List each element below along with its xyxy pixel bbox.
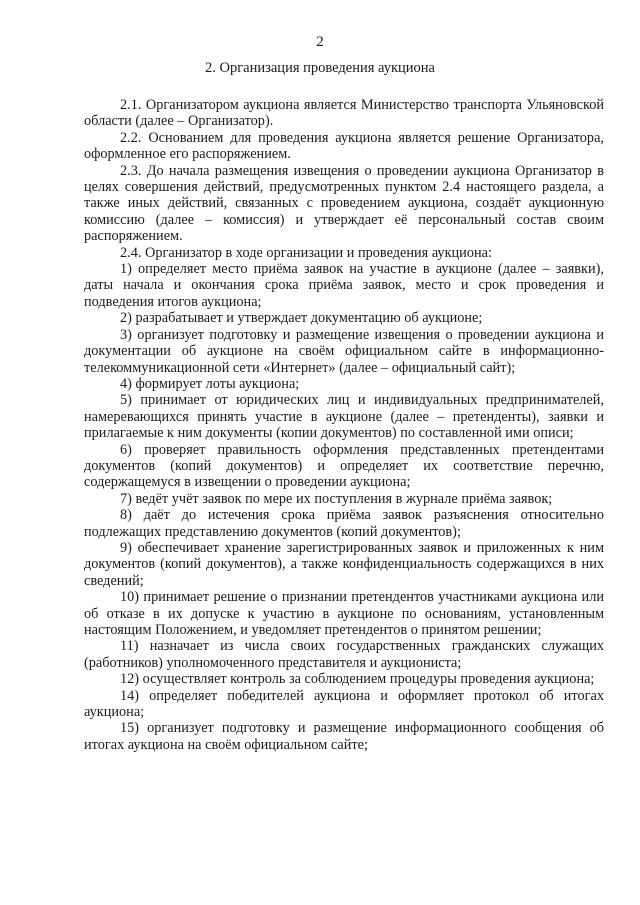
paragraph-2-3: 2.3. До начала размещения извещения о проведении аукциона Организатор в целях совершения действий, предусмотренных пунктом 2.4 настоящего раздела, а также иных действий, связанных с проведением аукциона, создаёт аукционную комиссию (далее – комиссия) и утверждает её персональный состав своим распоряжением. <box>84 162 604 245</box>
list-item-1: 1) определяет место приёма заявок на участие в аукционе (далее – заявки), даты начала и окончания срока приёма заявок, место и срок проведения и подведения итогов аукциона; <box>84 261 604 310</box>
section-heading: 2. Организация проведения аукциона <box>205 60 435 76</box>
list-item-14: 14) определяет победителей аукциона и оформляет протокол об итогах аукциона; <box>84 687 604 721</box>
document-body <box>84 97 604 753</box>
list-item-4: 4) формирует лоты аукциона; <box>120 375 300 392</box>
page-number: 2 <box>316 34 324 50</box>
list-item-10: 10) принимает решение о признании претендентов участниками аукциона или об отказе в их допуске к участию в аукционе по основаниям, установленным настоящим Положением, и уведомляет претендентов о принятом решении; <box>84 589 604 638</box>
list-item-6: 6) проверяет правильность оформления представленных претендентами документов (копий документов) и определяет их соответствие перечню, содержащемуся в извещении о проведении аукциона; <box>84 441 604 491</box>
list-item-5: 5) принимает от юридических лиц и индивидуальных предпринимателей, намеревающихся принять участие в аукционе (далее – претенденты), заявки и прилагаемые к ним документы (копии документов) по составленной ими описи; <box>84 392 604 442</box>
list-item-8: 8) даёт до истечения срока приёма заявок разъяснения относительно подлежащих представлению документов (копий документов); <box>84 507 604 540</box>
list-item-12: 12) осуществляет контроль за соблюдением процедуры проведения аукциона; <box>120 671 595 688</box>
list-item-2: 2) разрабатывает и утверждает документацию об аукционе; <box>120 310 483 327</box>
list-item-3: 3) организует подготовку и размещение извещения о проведении аукциона и документации об аукционе на своём официальном сайте в информационно-телекоммуникационной сети «Интернет» (далее – официальный сайт); <box>84 326 604 376</box>
list-item-15: 15) организует подготовку и размещение информационного сообщения об итогах аукциона на своём официальном сайте; <box>84 720 604 753</box>
paragraph-2-1: 2.1. Организатором аукциона является Министерство транспорта Ульяновской области (далее – Организатор). <box>84 97 604 130</box>
list-item-9: 9) обеспечивает хранение зарегистрированных заявок и приложенных к ним документов (копий документов), а также конфиденциальность содержащихся в них сведений; <box>84 539 604 589</box>
paragraph-2-4: 2.4. Организатор в ходе организации и проведения аукциона: <box>120 244 492 261</box>
list-item-11: 11) назначает из числа своих государственных гражданских служащих (работников) уполномоченного представителя и аукциониста; <box>84 638 604 671</box>
paragraph-2-2: 2.2. Основанием для проведения аукциона является решение Организатора, оформленное его распоряжением. <box>84 129 604 163</box>
list-item-7: 7) ведёт учёт заявок по мере их поступления в журнале приёма заявок; <box>120 490 553 507</box>
